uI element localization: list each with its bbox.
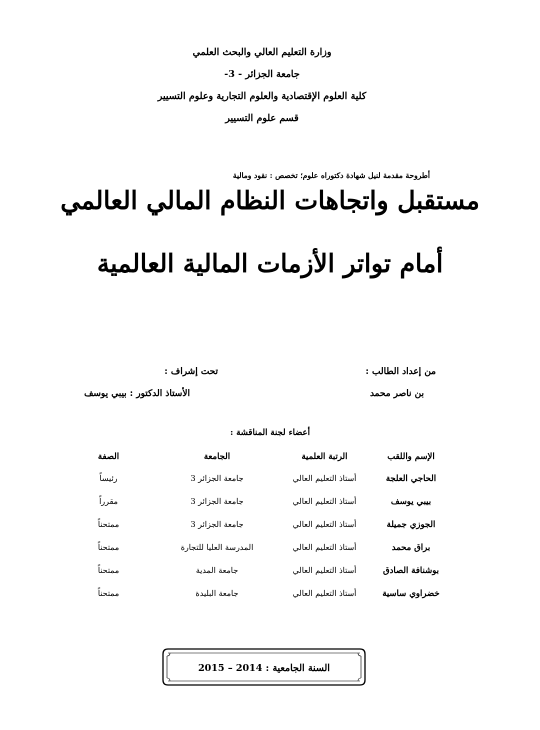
member-rank: أستاذ التعليم العالي	[292, 520, 357, 529]
header-university: الجامعة	[203, 452, 231, 462]
committee-row	[60, 536, 450, 559]
ministry-name: وزارة التعليم العالي والبحث العلمي	[192, 47, 332, 58]
header-rank: الرتبة العلمية	[301, 452, 348, 462]
member-university: جامعة الجزائر 3	[190, 497, 244, 506]
supervisor-name: الأستاذ الدكتور : بيبي يوسف	[84, 389, 190, 399]
member-role: مقرراً	[99, 497, 118, 506]
prepared-by-label: من إعداد الطالب :	[365, 367, 436, 377]
member-university: جامعة المدية	[195, 566, 239, 575]
thesis-title-line-1: مستقبل واتجاهات النظام المالي العالمي	[60, 186, 480, 215]
member-university: جامعة الجزائر 3	[190, 474, 244, 483]
member-role: ممتحناً	[97, 589, 120, 598]
member-rank: أستاذ التعليم العالي	[292, 497, 357, 506]
member-rank: أستاذ التعليم العالي	[292, 474, 357, 483]
member-rank: أستاذ التعليم العالي	[292, 566, 357, 575]
member-name: الحاجي العلجة	[385, 473, 437, 484]
header-name: الإسم واللقب	[387, 452, 435, 462]
member-role: ممتحناً	[97, 566, 120, 575]
committee-row	[60, 582, 450, 605]
committee-row	[60, 490, 450, 513]
member-university: جامعة الجزائر 3	[190, 520, 244, 529]
member-name: بوشنافة الصادق	[383, 565, 439, 576]
header-role: الصفة	[97, 452, 120, 462]
committee-header-row	[60, 447, 450, 467]
department-name: قسم علوم التسيير	[225, 113, 299, 124]
committee-row	[60, 513, 450, 536]
member-rank: أستاذ التعليم العالي	[292, 543, 357, 552]
committee-table	[60, 447, 450, 605]
member-role: ممتحناً	[97, 520, 120, 529]
member-role: ممتحناً	[97, 543, 120, 552]
member-rank: أستاذ التعليم العالي	[292, 589, 357, 598]
committee-title: أعضاء لجنة المناقشة :	[230, 428, 310, 438]
member-name: بيبي يوسف	[390, 496, 432, 507]
member-university: المدرسة العليا للتجارة	[180, 543, 254, 552]
committee-row	[60, 559, 450, 582]
member-university: جامعة البليدة	[195, 589, 239, 598]
student-name: بن ناصر محمد	[369, 389, 424, 399]
university-name: جامعة الجزائر - 3-	[224, 69, 300, 80]
committee-row	[60, 467, 450, 490]
faculty-name: كلية العلوم الإقتصادية والعلوم التجارية وعلوم التسيير	[157, 91, 367, 102]
academic-year-frame	[158, 644, 370, 690]
member-role: رئيساً	[99, 474, 118, 483]
thesis-title-line-2: أمام تواتر الأزمات المالية العالمية	[96, 249, 444, 278]
member-name: براق محمد	[391, 542, 431, 553]
member-name: الجوزي جميلة	[386, 519, 436, 530]
thesis-note: أطروحة مقدمة لنيل شهادة دكتوراه علوم؛ تخصص : نقود ومالية	[232, 171, 430, 180]
supervisor-label: تحت إشراف :	[164, 367, 218, 377]
member-name: خضراوي ساسية	[382, 588, 440, 599]
academic-year: السنة الجامعية : 2014 – 2015	[198, 663, 330, 674]
